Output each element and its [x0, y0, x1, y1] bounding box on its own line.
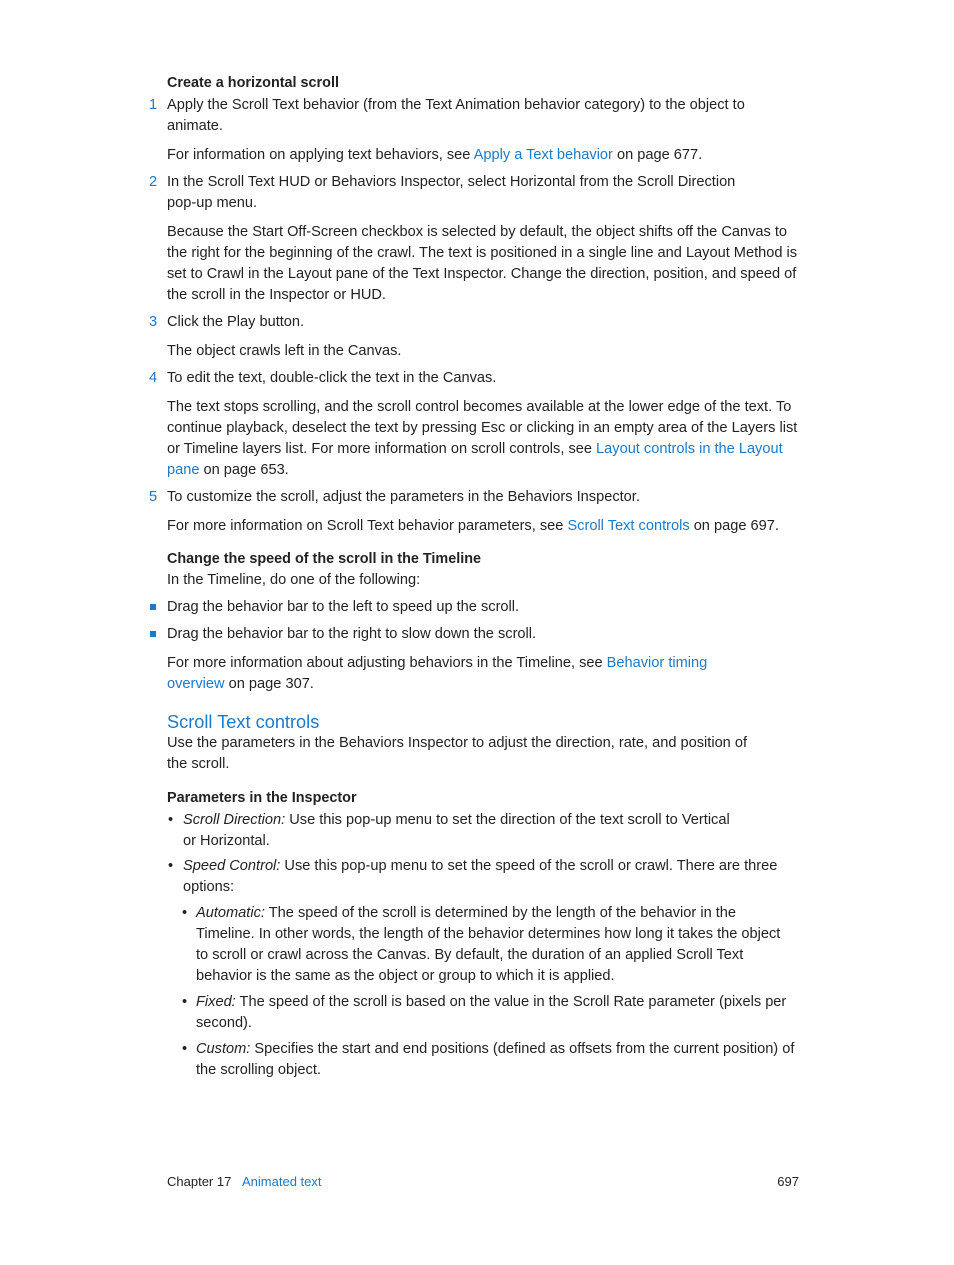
step-number: 5	[149, 489, 158, 505]
step-4	[149, 368, 799, 389]
step-note: Because the Start Off-Screen checkbox is selected by default, the object shifts off the Canvas to the right for the beginning of the crawl. The text is positioned in a single line and Layout Method is set to Crawl in the Layout pane of the Text Inspector. Change the direction, position, and speed of the scroll in the Inspector or HUD.	[167, 224, 798, 303]
section-intro: Use the parameters in the Behaviors Inspector to adjust the direction, rate, and position of the scroll.	[167, 735, 748, 772]
link-scroll-text-controls[interactable]: Scroll Text controls	[567, 518, 690, 534]
param-text: Use this pop-up menu to set the speed of the scroll or crawl. There are three options:	[183, 858, 778, 895]
option-label: Fixed:	[196, 994, 236, 1010]
step-note: The object crawls left in the Canvas.	[167, 343, 402, 359]
step-text: To customize the scroll, adjust the parameters in the Behaviors Inspector.	[167, 489, 640, 505]
note-text: on page 653.	[199, 462, 289, 478]
step-text: Click the Play button.	[167, 314, 305, 330]
step-note	[167, 145, 799, 166]
step-text: To edit the text, double-click the text in the Canvas.	[167, 370, 497, 386]
note-text: on page 697.	[689, 518, 779, 534]
link-behavior-timing[interactable]: Behavior timing overview	[167, 655, 708, 692]
option-label: Automatic:	[196, 905, 265, 921]
task-note	[167, 653, 727, 695]
step-1	[149, 95, 747, 137]
task-intro: In the Timeline, do one of the following:	[167, 572, 421, 588]
step-3	[149, 312, 799, 333]
param-item-speed-control	[167, 856, 799, 898]
step-note	[167, 397, 799, 481]
bullet-text: Drag the behavior bar to the right to slow down the scroll.	[167, 626, 537, 642]
step-text: In the Scroll Text HUD or Behaviors Inspector, select Horizontal from the Scroll Direction pop-up menu.	[167, 174, 736, 211]
option-text: The speed of the scroll is based on the value in the Scroll Rate parameter (pixels per second).	[196, 994, 787, 1031]
params-heading: Parameters in the Inspector	[167, 790, 357, 806]
step-note	[167, 516, 799, 537]
task-heading-horizontal-scroll: Create a horizontal scroll	[167, 75, 339, 91]
bullet-dot: •	[182, 994, 188, 1010]
step-5	[149, 487, 799, 508]
square-bullet-icon	[150, 604, 156, 610]
step-number: 2	[149, 174, 158, 190]
bullet-dot: •	[168, 812, 174, 828]
bullet-item	[167, 624, 799, 645]
page-content	[149, 73, 799, 1081]
note-text: For more information on Scroll Text behavior parameters, see	[167, 518, 568, 534]
option-automatic	[167, 903, 789, 987]
option-label: Custom:	[196, 1041, 251, 1057]
section-title: Scroll Text controls	[167, 712, 320, 732]
option-fixed	[167, 992, 789, 1034]
bullet-item	[167, 597, 799, 618]
link-apply-text-behavior[interactable]: Apply a Text behavior	[473, 147, 613, 163]
note-text: on page 677.	[612, 147, 703, 163]
note-text: on page 307.	[224, 676, 314, 692]
param-text: Use this pop-up menu to set the direction of the text scroll to Vertical or Horizontal.	[183, 812, 730, 849]
square-bullet-icon	[150, 631, 156, 637]
bullet-dot: •	[182, 905, 188, 921]
step-2	[149, 172, 742, 214]
option-text: Specifies the start and end positions (defined as offsets from the current position) of the scrolling object.	[196, 1041, 795, 1078]
link-layout-controls[interactable]: Layout controls in the Layout pane	[167, 441, 783, 478]
footer-chapter: Chapter 17	[167, 1174, 232, 1189]
bullet-dot: •	[168, 858, 174, 874]
bullet-dot: •	[182, 1041, 188, 1057]
option-text: The speed of the scroll is determined by the length of the behavior in the Timeline. In other words, the length of the behavior determines how long it takes the object to scroll or crawl across the Canvas. By default, the duration of an applied Scroll Text behavior is the same as the object or group to which it is applied.	[196, 905, 781, 984]
step-number: 3	[149, 314, 158, 330]
option-custom	[167, 1039, 799, 1081]
param-label: Speed Control:	[183, 858, 281, 874]
param-item-scroll-direction	[167, 810, 743, 852]
bullet-text: Drag the behavior bar to the left to speed up the scroll.	[167, 599, 520, 615]
step-number: 1	[149, 97, 158, 113]
note-text: The text stops scrolling, and the scroll control becomes available at the lower edge of the text. To continue playback, deselect the text by pressing Esc or clicking in an empty area of the Layers list or Timeline layers list. For more information on scroll controls, see	[167, 399, 798, 457]
note-text: For more information about adjusting behaviors in the Timeline, see	[167, 655, 607, 671]
footer-chapter-link[interactable]: Animated text	[242, 1174, 322, 1189]
page-number: 697	[777, 1174, 799, 1189]
step-text: Apply the Scroll Text behavior (from the Text Animation behavior category) to the object to animate.	[167, 97, 745, 134]
param-label: Scroll Direction:	[183, 812, 286, 828]
note-text: For information on applying text behaviors, see	[167, 147, 474, 163]
task-heading-change-speed: Change the speed of the scroll in the Timeline	[167, 551, 481, 567]
step-number: 4	[149, 370, 158, 386]
